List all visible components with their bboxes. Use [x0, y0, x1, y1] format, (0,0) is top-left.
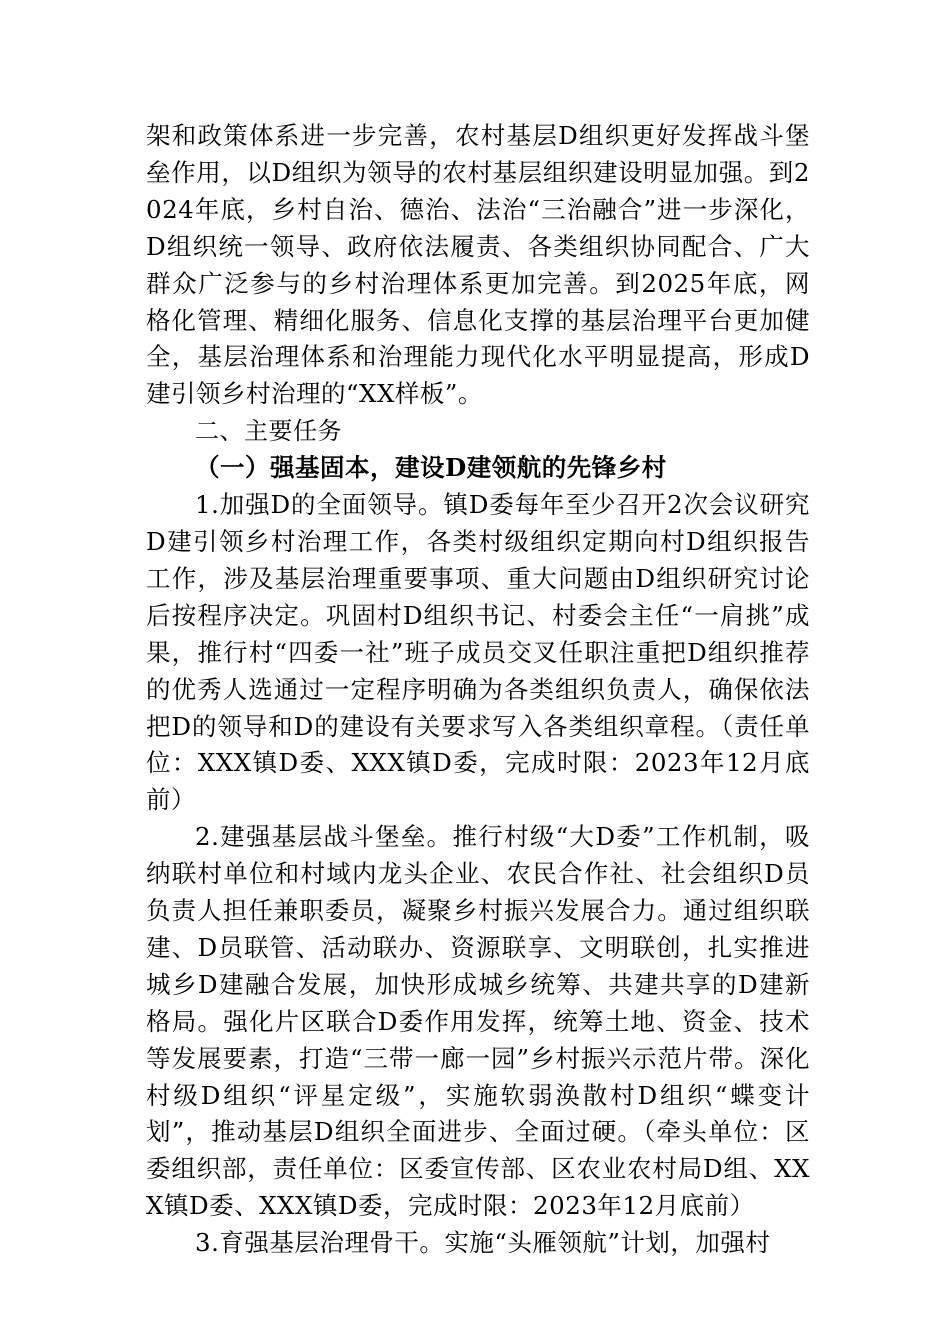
subsection-heading-1: （一）强基固本，建设D建领航的先锋乡村	[195, 453, 667, 483]
paragraph-item-2: 2.建强基层战斗堡垒。推行村级“大D委”工作机制，吸纳联村单位和村域内龙头企业、农民合作社、社会组织D员负责人担任兼职委员，凝聚乡村振兴发展合力。通过组织联建、D员联管、活动联办、资源联享、文明联创，扎实推进城乡D建融合发展，加快形成城乡统筹、共建共享的D建新格局。强化片区联合D委作用发挥，统筹土地、资金、技术等发展要素，打造“三带一廊一园”乡村振兴示范片带。深化村级D组织“评星定级”，实施软弱涣散村D组织“蝶变计划”，推动基层D组织全面进步、全面过硬。（牵头单位：区委组织部，责任单位：区委宣传部、区农业农村局D组、XXX镇D委、XXX镇D委，完成时限：2023年12月底前）	[146, 822, 810, 1221]
document-body	[146, 118, 810, 1262]
paragraph-item-3: 3.育强基层治理骨干。实施“头雁领航”计划，加强村	[195, 1228, 771, 1258]
section-heading-main-tasks: 二、主要任务	[195, 417, 342, 446]
paragraph-continuation: 架和政策体系进一步完善，农村基层D组织更好发挥战斗堡垒作用，以D组织为领导的农村基层组织建设明显加强。到2024年底，乡村自治、德治、法治“三治融合”进一步深化，D组织统一领导、政府依法履责、各类组织协同配合、广大群众广泛参与的乡村治理体系更加完善。到2025年底，网格化管理、精细化服务、信息化支撑的基层治理平台更加健全，基层治理体系和治理能力现代化水平明显提高，形成D建引领乡村治理的“XX样板”。	[146, 121, 810, 409]
paragraph-item-1: 1.加强D的全面领导。镇D委每年至少召开2次会议研究D建引领乡村治理工作，各类村级组织定期向村D组织报告工作，涉及基层治理重要事项、重大问题由D组织研究讨论后按程序决定。巩固村D组织书记、村委会主任“一肩挑”成果，推行村“四委一社”班子成员交叉任职注重把D组织推荐的优秀人选通过一定程序明确为各类组织负责人，确保依法把D的领导和D的建设有关要求写入各类组织章程。（责任单位：XXX镇D委、XXX镇D委，完成时限：2023年12月底前）	[146, 490, 810, 815]
